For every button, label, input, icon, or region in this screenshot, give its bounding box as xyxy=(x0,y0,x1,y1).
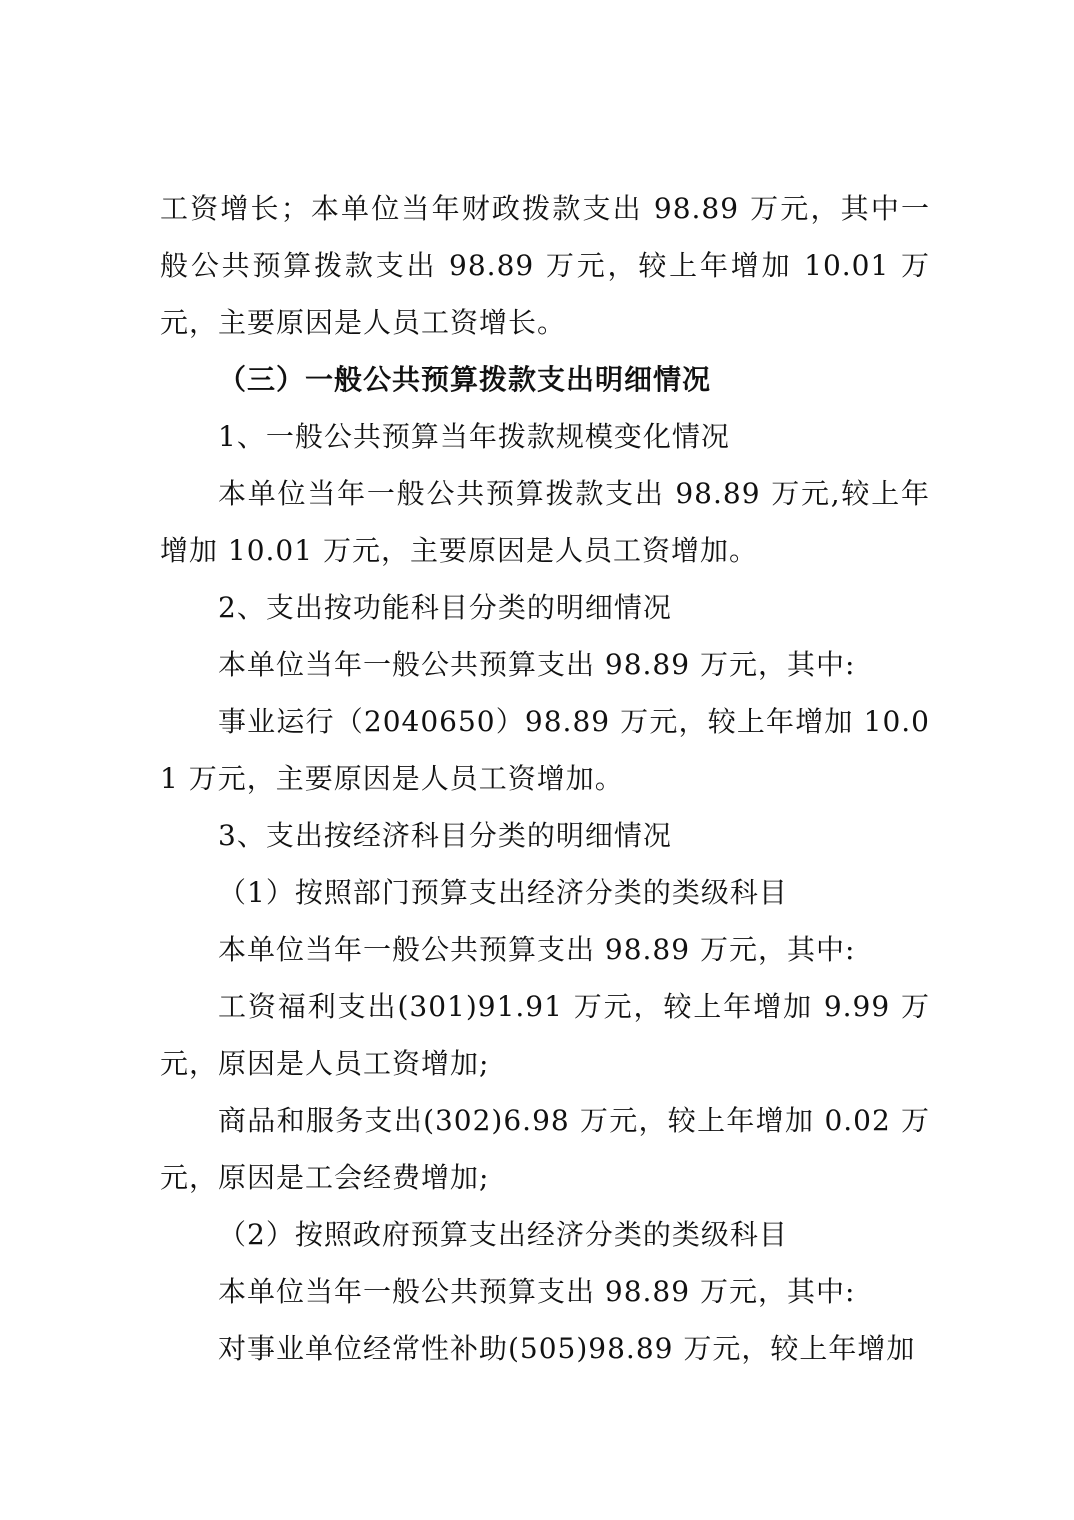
paragraph: 工资福利支出(301)91.91 万元，较上年增加 9.99 万元，原因是人员工资增加; xyxy=(160,990,930,1080)
paragraph: 事业运行（2040650）98.89 万元，较上年增加 10.01 万元，主要原因是人员工资增加。 xyxy=(160,705,930,795)
subheading-3-2: （2）按照政府预算支出经济分类的类级科目 xyxy=(218,1218,788,1251)
paragraph: 本单位当年一般公共预算支出 98.89 万元，其中: xyxy=(218,933,856,966)
section-heading: （三）一般公共预算拨款支出明细情况 xyxy=(218,363,712,396)
paragraph: 本单位当年一般公共预算支出 98.89 万元，其中: xyxy=(218,648,856,681)
subheading-3: 3、支出按经济科目分类的明细情况 xyxy=(218,819,672,852)
subheading-2: 2、支出按功能科目分类的明细情况 xyxy=(218,591,672,624)
paragraph: 本单位当年一般公共预算支出 98.89 万元，其中: xyxy=(218,1275,856,1308)
paragraph: 对事业单位经常性补助(505)98.89 万元，较上年增加 xyxy=(218,1332,916,1365)
document-body xyxy=(160,180,930,1377)
subheading-1: 1、一般公共预算当年拨款规模变化情况 xyxy=(218,420,730,453)
paragraph-continuation: 工资增长；本单位当年财政拨款支出 98.89 万元，其中一般公共预算拨款支出 98.89 万元，较上年增加 10.01 万元，主要原因是人员工资增长。 xyxy=(160,192,930,339)
subheading-3-1: （1）按照部门预算支出经济分类的类级科目 xyxy=(218,876,788,909)
paragraph: 商品和服务支出(302)6.98 万元，较上年增加 0.02 万元，原因是工会经费增加; xyxy=(160,1104,930,1194)
paragraph: 本单位当年一般公共预算拨款支出 98.89 万元,较上年增加 10.01 万元，主要原因是人员工资增加。 xyxy=(160,477,930,567)
